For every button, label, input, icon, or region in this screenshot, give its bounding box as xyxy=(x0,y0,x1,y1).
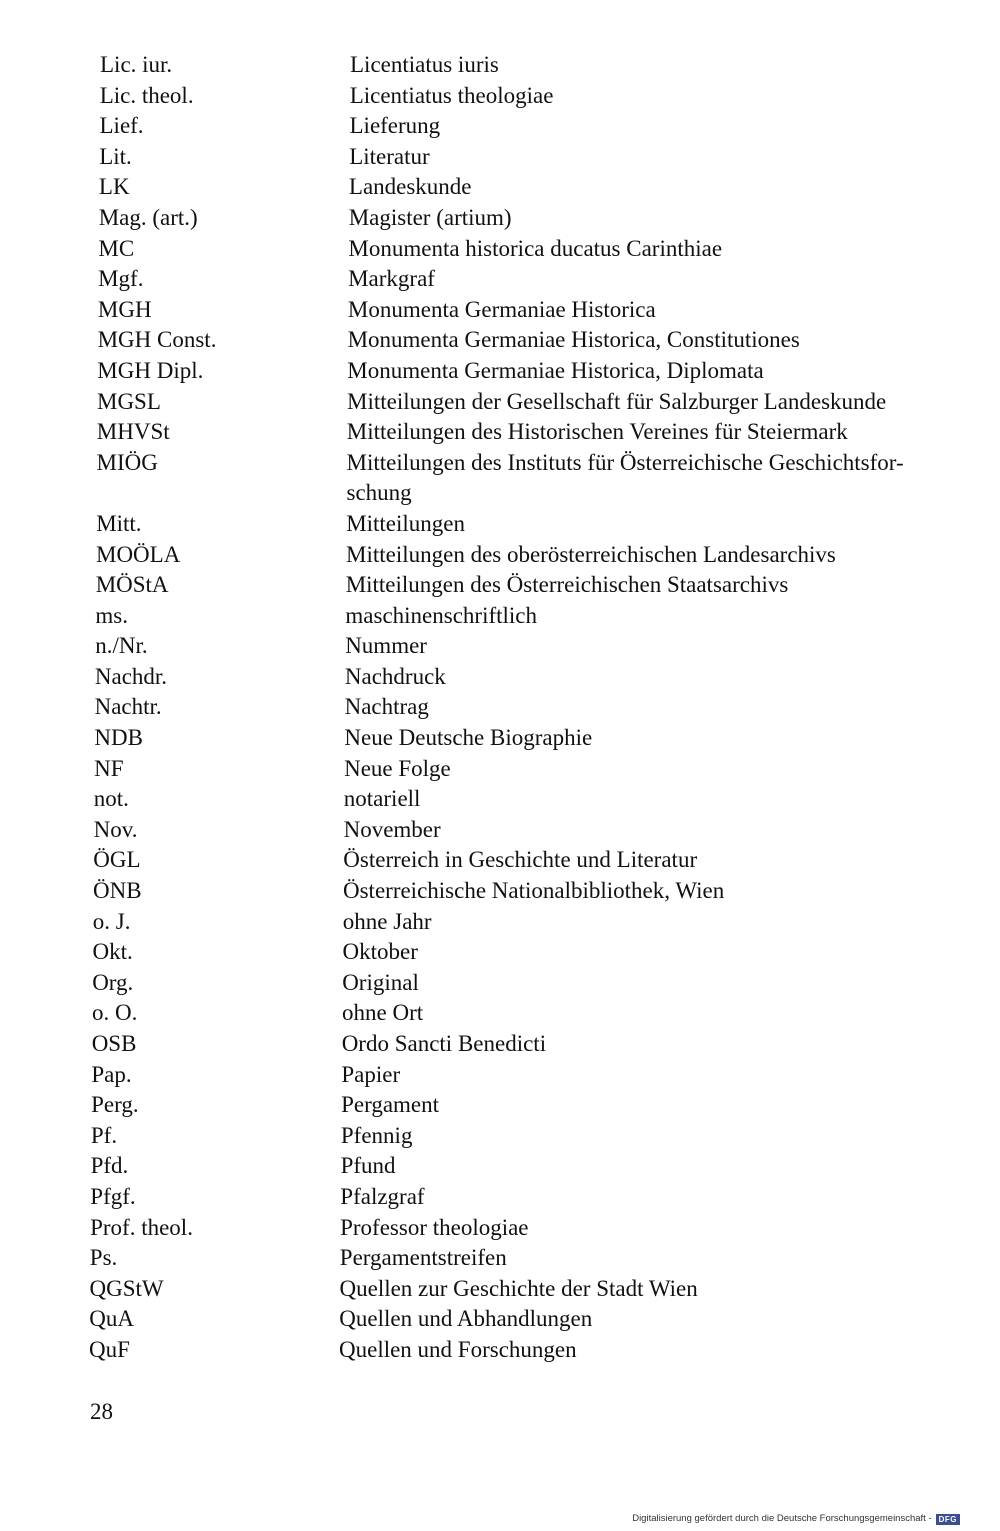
abbreviation-entry xyxy=(0,448,1000,509)
abbreviation-meaning-line: ohne Ort xyxy=(342,1000,424,1026)
abbreviation-meaning xyxy=(343,845,963,876)
abbreviation-entry xyxy=(0,509,1000,540)
abbreviation-entry xyxy=(0,540,1000,571)
abbreviation-term: MGH Dipl. xyxy=(97,357,204,383)
abbreviation-entry xyxy=(0,264,1000,295)
abbreviation-meaning-line: Monumenta historica ducatus Carinthiae xyxy=(348,235,723,261)
abbreviation-entry xyxy=(0,142,1000,173)
abbreviation-meaning-line: Professor theologiae xyxy=(340,1214,529,1240)
abbreviation-meaning xyxy=(348,325,968,356)
abbreviation-term: Lic. iur. xyxy=(100,52,173,77)
abbreviation-term: Pf. xyxy=(90,1122,118,1148)
abbreviation-entry xyxy=(0,1151,1000,1182)
abbreviation-meaning-line: November xyxy=(343,816,441,842)
abbreviation-term: NDB xyxy=(94,725,143,751)
abbreviation-entry xyxy=(0,754,1000,785)
abbreviation-term: QuA xyxy=(89,1306,135,1332)
abbreviation-meaning-line: Oktober xyxy=(342,939,418,965)
abbreviation-meaning-line: Original xyxy=(342,969,419,995)
abbreviation-meaning xyxy=(340,1213,960,1244)
abbreviation-meaning-line: Licentiatus theologiae xyxy=(349,82,554,108)
abbreviation-meaning xyxy=(340,1182,960,1213)
abbreviation-meaning-line: maschinenschriftlich xyxy=(345,602,537,628)
abbreviation-term: n./Nr. xyxy=(95,633,148,659)
abbreviation-term: Perg. xyxy=(91,1092,139,1118)
abbreviation-term: not. xyxy=(93,786,129,812)
abbreviation-entry xyxy=(0,295,1000,326)
abbreviation-meaning-line: Papier xyxy=(341,1061,401,1087)
abbreviation-meaning xyxy=(348,264,968,295)
abbreviation-meaning-line: Monumenta Germaniae Historica xyxy=(347,296,656,322)
abbreviation-entry xyxy=(0,968,1000,999)
abbreviation-meaning-line: Ordo Sancti Benedicti xyxy=(341,1031,547,1056)
abbreviation-meaning-line: Pfund xyxy=(340,1153,396,1179)
abbreviation-term: MGSL xyxy=(97,388,161,414)
abbreviation-term: o. O. xyxy=(92,1000,138,1026)
abbreviation-term: Org. xyxy=(92,969,134,995)
abbreviation-meaning xyxy=(341,1090,961,1121)
abbreviation-meaning-line: Österreichische Nationalbibliothek, Wien xyxy=(343,878,725,904)
abbreviation-entry xyxy=(0,1213,1000,1244)
abbreviation-entry xyxy=(0,784,1000,815)
abbreviation-term: Nachdr. xyxy=(94,663,168,689)
abbreviation-meaning xyxy=(345,692,965,723)
abbreviation-meaning-line: Mitteilungen des Historischen Vereines für Steiermark xyxy=(346,419,848,445)
abbreviation-term: MHVSt xyxy=(96,419,170,445)
abbreviation-meaning xyxy=(345,631,965,662)
abbreviation-term: o. J. xyxy=(92,908,131,934)
abbreviation-entry xyxy=(0,723,1000,754)
abbreviation-entry xyxy=(0,1304,1000,1335)
abbreviation-meaning xyxy=(349,203,969,234)
abbreviation-entry xyxy=(0,998,1000,1029)
abbreviation-term: Pfgf. xyxy=(90,1183,136,1209)
abbreviation-meaning xyxy=(339,1304,959,1335)
abbreviation-term: ms. xyxy=(95,602,128,628)
abbreviation-term: Mag. (art.) xyxy=(98,204,198,230)
abbreviation-meaning-line: Quellen und Forschungen xyxy=(339,1336,577,1362)
abbreviation-meaning xyxy=(342,998,962,1029)
abbreviation-entry xyxy=(0,601,1000,632)
abbreviation-meaning-line: notariell xyxy=(343,786,421,812)
abbreviation-meaning xyxy=(348,295,968,326)
abbreviation-meaning xyxy=(347,387,967,418)
abbreviation-term: MC xyxy=(98,235,135,261)
abbreviation-term: Mitt. xyxy=(96,510,142,536)
abbreviation-term: NF xyxy=(94,755,124,781)
abbreviation-meaning-line: Neue Deutsche Biographie xyxy=(344,725,593,751)
abbreviation-entry xyxy=(0,50,1000,81)
abbreviation-entry xyxy=(0,815,1000,846)
abbreviation-term: Prof. theol. xyxy=(90,1214,193,1240)
abbreviation-meaning-line: Neue Folge xyxy=(344,755,451,781)
abbreviation-entry xyxy=(0,387,1000,418)
abbreviation-meaning xyxy=(347,448,967,509)
abbreviation-meaning-continuation: schung xyxy=(346,480,412,506)
abbreviation-entry xyxy=(0,570,1000,601)
abbreviation-entry xyxy=(0,1182,1000,1213)
abbreviation-meaning xyxy=(349,142,969,173)
abbreviation-meaning xyxy=(345,662,965,693)
abbreviation-term: OSB xyxy=(91,1031,137,1056)
abbreviation-term: Lic. theol. xyxy=(99,82,194,108)
abbreviation-meaning-line: Mitteilungen des Instituts für Österreichische Geschichtsfor- xyxy=(346,449,904,475)
abbreviation-meaning-line: Quellen zur Geschichte der Stadt Wien xyxy=(339,1275,698,1301)
abbreviation-term: Lief. xyxy=(99,113,144,139)
abbreviation-meaning-line: Pfennig xyxy=(340,1122,413,1148)
abbreviation-meaning xyxy=(344,815,964,846)
abbreviation-term: QuF xyxy=(89,1336,130,1362)
abbreviation-meaning-line: Pergament xyxy=(341,1092,440,1118)
abbreviation-meaning xyxy=(343,876,963,907)
abbreviation-entry xyxy=(0,325,1000,356)
abbreviation-entry xyxy=(0,1121,1000,1152)
abbreviation-meaning xyxy=(348,234,968,265)
abbreviation-meaning-line: Literatur xyxy=(349,143,430,169)
abbreviation-entry xyxy=(0,1335,1000,1366)
abbreviation-entry xyxy=(0,356,1000,387)
abbreviation-term: MÖStA xyxy=(95,572,169,598)
abbreviation-meaning-line: Markgraf xyxy=(348,266,435,292)
abbreviation-entry xyxy=(0,845,1000,876)
abbreviation-meaning xyxy=(350,81,970,112)
abbreviation-entry xyxy=(0,907,1000,938)
abbreviation-entry xyxy=(0,1090,1000,1121)
abbreviation-meaning xyxy=(344,754,964,785)
abbreviation-meaning xyxy=(346,540,966,571)
abbreviation-term: ÖNB xyxy=(93,878,142,904)
abbreviation-meaning-line: Monumenta Germaniae Historica, Constitutiones xyxy=(347,327,800,353)
abbreviation-entry xyxy=(0,234,1000,265)
abbreviation-term: Lit. xyxy=(99,143,132,169)
abbreviation-term: MOÖLA xyxy=(96,541,181,567)
abbreviation-meaning xyxy=(346,509,966,540)
abbreviation-entry xyxy=(0,1243,1000,1274)
abbreviation-entry xyxy=(0,417,1000,448)
abbreviation-meaning xyxy=(347,417,967,448)
abbreviation-meaning-line: Nachtrag xyxy=(344,694,429,720)
abbreviation-meaning xyxy=(341,1060,961,1091)
abbreviation-entry xyxy=(0,876,1000,907)
abbreviation-entry xyxy=(0,937,1000,968)
abbreviation-term: Pfd. xyxy=(90,1153,129,1179)
abbreviation-entry xyxy=(0,1274,1000,1305)
abbreviation-meaning-line: Monumenta Germaniae Historica, Diplomata xyxy=(347,357,764,383)
abbreviation-meaning-line: Pergamentstreifen xyxy=(339,1245,507,1271)
abbreviation-meaning-line: Pfalzgraf xyxy=(340,1183,425,1209)
abbreviation-meaning-line: Österreich in Geschichte und Literatur xyxy=(343,847,698,873)
abbreviation-entry xyxy=(0,662,1000,693)
abbreviation-meaning-line: Mitteilungen des oberösterreichischen Landesarchivs xyxy=(346,541,836,567)
abbreviation-meaning xyxy=(343,907,963,938)
abbreviation-term: QGStW xyxy=(89,1275,164,1301)
abbreviation-meaning-line: ohne Jahr xyxy=(342,908,432,934)
abbreviation-term: Nov. xyxy=(93,816,138,842)
abbreviation-meaning xyxy=(342,1029,962,1060)
abbreviation-meaning xyxy=(346,570,966,601)
abbreviation-meaning xyxy=(350,111,970,142)
abbreviation-entry xyxy=(0,1060,1000,1091)
abbreviation-meaning-line: Mitteilungen der Gesellschaft für Salzburger Landeskunde xyxy=(347,388,887,414)
abbreviation-meaning xyxy=(341,1151,961,1182)
abbreviation-meaning xyxy=(350,50,970,81)
abbreviation-term: MGH xyxy=(97,296,152,322)
abbreviation-term: Okt. xyxy=(92,939,133,965)
abbreviation-meaning-line: Mitteilungen des Österreichischen Staatsarchivs xyxy=(345,572,789,598)
abbreviation-list xyxy=(0,50,1000,1366)
abbreviation-meaning-line: Licentiatus iuris xyxy=(350,52,499,77)
abbreviation-term: Mgf. xyxy=(98,266,144,292)
abbreviation-meaning-line: Landeskunde xyxy=(348,174,472,200)
abbreviation-meaning xyxy=(340,1274,960,1305)
abbreviation-meaning xyxy=(340,1243,960,1274)
abbreviation-term: MIÖG xyxy=(96,449,158,475)
dfg-logo-icon: DFG xyxy=(936,1514,960,1525)
abbreviation-meaning xyxy=(339,1335,959,1366)
abbreviation-meaning xyxy=(345,601,965,632)
abbreviation-meaning xyxy=(347,356,967,387)
abbreviation-term: LK xyxy=(98,174,130,200)
abbreviation-term: Nachtr. xyxy=(94,694,162,720)
abbreviation-entry xyxy=(0,111,1000,142)
funding-footer xyxy=(632,1512,960,1526)
abbreviation-meaning xyxy=(343,937,963,968)
abbreviation-entry xyxy=(0,203,1000,234)
abbreviation-entry xyxy=(0,172,1000,203)
abbreviation-meaning-line: Magister (artium) xyxy=(348,204,512,230)
abbreviation-meaning-line: Nachdruck xyxy=(344,663,446,689)
funding-footer-text: Digitalisierung gefördert durch die Deutsche Forschungsgemeinschaft - xyxy=(632,1513,932,1524)
abbreviation-entry xyxy=(0,1029,1000,1060)
abbreviation-term: Pap. xyxy=(91,1061,132,1087)
abbreviation-meaning xyxy=(342,968,962,999)
abbreviation-entry xyxy=(0,631,1000,662)
abbreviation-meaning-line: Nummer xyxy=(345,633,427,659)
abbreviation-term: Ps. xyxy=(89,1245,118,1271)
abbreviation-meaning xyxy=(349,172,969,203)
abbreviation-term: MGH Const. xyxy=(97,327,217,353)
abbreviation-entry xyxy=(0,692,1000,723)
abbreviation-meaning xyxy=(344,784,964,815)
abbreviation-meaning-line: Lieferung xyxy=(349,113,441,139)
abbreviation-meaning xyxy=(344,723,964,754)
abbreviation-meaning-line: Mitteilungen xyxy=(346,510,466,536)
abbreviation-meaning-line: Quellen und Abhandlungen xyxy=(339,1306,593,1332)
abbreviation-term: ÖGL xyxy=(93,847,141,873)
abbreviation-entry xyxy=(0,81,1000,112)
abbreviation-meaning xyxy=(341,1121,961,1152)
page-number: 28 xyxy=(90,1399,113,1424)
